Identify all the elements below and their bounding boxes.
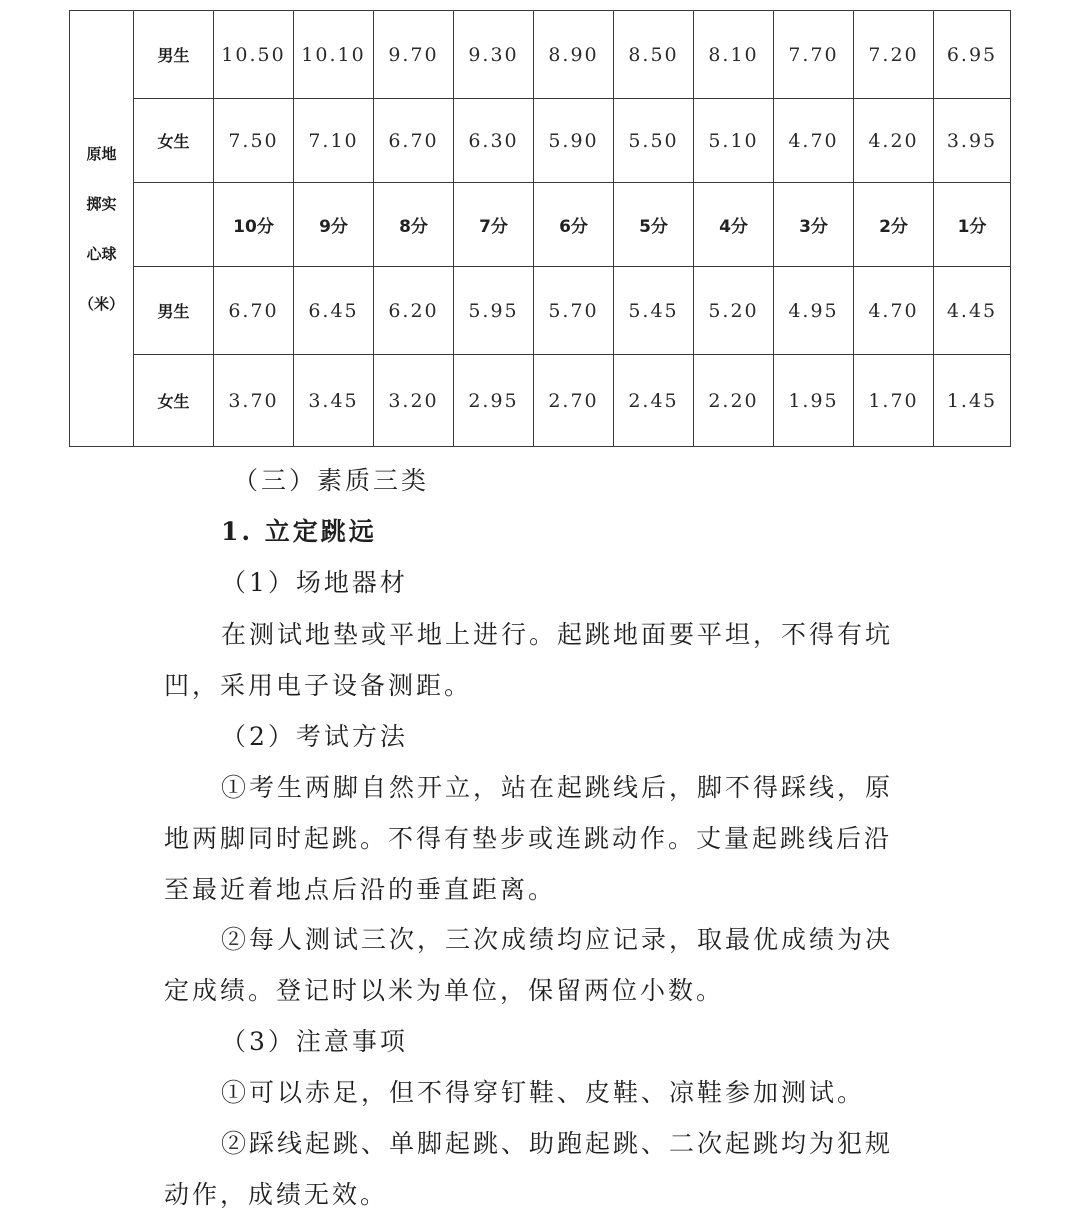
- value-cell: 5.50: [614, 99, 694, 183]
- value-cell: 7.20: [854, 11, 934, 99]
- subheading-notes: （3）注意事项: [221, 1027, 408, 1056]
- value-cell: 9.30: [454, 11, 534, 99]
- value-cell: 5.95: [454, 267, 534, 355]
- grade-header-cell: 1分: [934, 183, 1011, 267]
- value-cell: 3.95: [934, 99, 1011, 183]
- category-label: （米）: [78, 294, 124, 313]
- value-cell: 5.45: [614, 267, 694, 355]
- paragraph-line: 定成绩。登记时以米为单位，保留两位小数。: [164, 976, 725, 1005]
- value-cell: 9.70: [374, 11, 454, 99]
- subheading-venue: （1）场地器材: [221, 568, 408, 597]
- value-cell: 7.70: [774, 11, 854, 99]
- grade-header-cell: 6分: [534, 183, 614, 267]
- value-cell: 4.95: [774, 267, 854, 355]
- value-cell: 4.70: [774, 99, 854, 183]
- item-title: 1. 立定跳远: [221, 517, 377, 546]
- value-cell: 1.95: [774, 355, 854, 447]
- value-cell: 4.20: [854, 99, 934, 183]
- category-cell: [70, 11, 134, 447]
- value-cell: 1.70: [854, 355, 934, 447]
- category-label: 掷实: [86, 194, 117, 213]
- section-heading: （三）素质三类: [233, 466, 430, 495]
- paragraph-line: ①考生两脚自然开立，站在起跳线后，脚不得踩线，原: [221, 773, 894, 802]
- value-cell: 3.45: [294, 355, 374, 447]
- value-cell: 3.20: [374, 355, 454, 447]
- value-cell: 6.30: [454, 99, 534, 183]
- value-cell: 1.45: [934, 355, 1011, 447]
- row-label: 男生: [134, 11, 214, 99]
- table-row: [70, 11, 1011, 99]
- value-cell: 2.70: [534, 355, 614, 447]
- table-row: [70, 99, 1011, 183]
- grade-header-cell: 7分: [454, 183, 534, 267]
- row-label: 男生: [134, 267, 214, 355]
- value-cell: 3.70: [214, 355, 294, 447]
- value-cell: 8.50: [614, 11, 694, 99]
- value-cell: 2.45: [614, 355, 694, 447]
- paragraph-line: ②每人测试三次，三次成绩均应记录，取最优成绩为决: [221, 925, 894, 954]
- value-cell: 5.10: [694, 99, 774, 183]
- table-row: [70, 355, 1011, 447]
- value-cell: 2.20: [694, 355, 774, 447]
- paragraph-line: 至最近着地点后沿的垂直距离。: [164, 875, 557, 904]
- value-cell: 6.45: [294, 267, 374, 355]
- row-label: 女生: [134, 355, 214, 447]
- paragraph-line: 凹，采用电子设备测距。: [164, 671, 473, 700]
- paragraph-line: 在测试地垫或平地上进行。起跳地面要平坦，不得有坑: [221, 620, 894, 649]
- value-cell: 5.20: [694, 267, 774, 355]
- grade-header-cell: 3分: [774, 183, 854, 267]
- paragraph-line: 动作，成绩无效。: [164, 1180, 389, 1209]
- category-label: 心球: [86, 244, 117, 263]
- value-cell: 2.95: [454, 355, 534, 447]
- grade-header-cell: 2分: [854, 183, 934, 267]
- paragraph-line: ②踩线起跳、单脚起跳、助跑起跳、二次起跳均为犯规: [221, 1129, 894, 1158]
- table-row: [70, 183, 1011, 267]
- value-cell: 5.90: [534, 99, 614, 183]
- score-table: [69, 10, 1011, 447]
- value-cell: 4.45: [934, 267, 1011, 355]
- category-label: 原地: [86, 144, 117, 163]
- paragraph-line: ①可以赤足，但不得穿钉鞋、皮鞋、凉鞋参加测试。: [221, 1078, 866, 1107]
- grade-header-cell: 8分: [374, 183, 454, 267]
- value-cell: 10.10: [294, 11, 374, 99]
- value-cell: 6.70: [214, 267, 294, 355]
- row-label: [134, 183, 214, 267]
- value-cell: 6.70: [374, 99, 454, 183]
- grade-header-cell: 10分: [214, 183, 294, 267]
- grade-header-cell: 5分: [614, 183, 694, 267]
- value-cell: 7.50: [214, 99, 294, 183]
- value-cell: 8.10: [694, 11, 774, 99]
- value-cell: 7.10: [294, 99, 374, 183]
- table-row: [70, 267, 1011, 355]
- paragraph-line: 地两脚同时起跳。不得有垫步或连跳动作。丈量起跳线后沿: [164, 824, 893, 853]
- value-cell: 6.20: [374, 267, 454, 355]
- value-cell: 10.50: [214, 11, 294, 99]
- value-cell: 4.70: [854, 267, 934, 355]
- value-cell: 5.70: [534, 267, 614, 355]
- row-label: 女生: [134, 99, 214, 183]
- grade-header-cell: 4分: [694, 183, 774, 267]
- value-cell: 6.95: [934, 11, 1011, 99]
- grade-header-cell: 9分: [294, 183, 374, 267]
- value-cell: 8.90: [534, 11, 614, 99]
- subheading-method: （2）考试方法: [221, 722, 408, 751]
